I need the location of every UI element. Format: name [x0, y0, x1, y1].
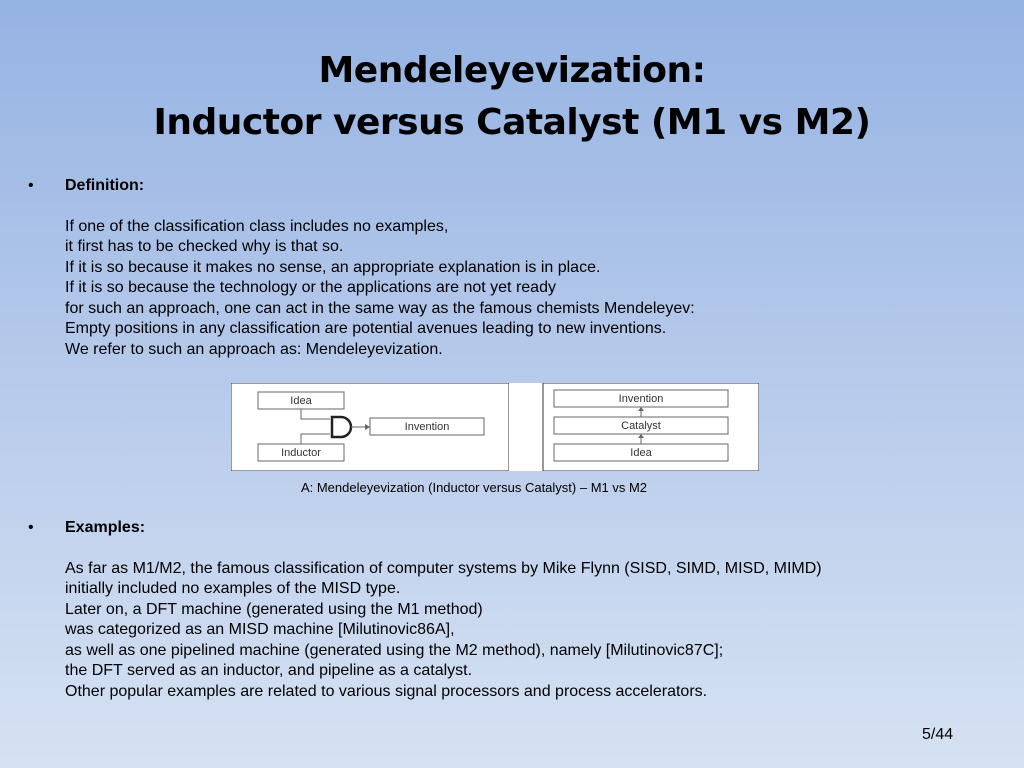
- examples-line: as well as one pipelined machine (generated using the M2 method), namely [Milutinovic87C];: [65, 641, 724, 659]
- invention-label: Invention: [404, 421, 450, 433]
- slide-title-line-2: Inductor versus Catalyst (M1 vs M2): [153, 102, 871, 143]
- examples-body: [65, 518, 822, 702]
- examples-line: the DFT served as an inductor, and pipeline as a catalyst.: [65, 662, 473, 679]
- definition-line: Empty positions in any classification are potential avenues leading to new inventions.: [65, 320, 667, 337]
- catalyst-diagram: [543, 383, 759, 471]
- definition-line: If it is so because it makes no sense, an appropriate explanation is in place.: [65, 258, 601, 276]
- m1-vs-m2-figure: [231, 383, 759, 471]
- definition-line: If one of the classification class includes no examples,: [65, 217, 449, 235]
- slide-title-line-1: Mendeleyevization:: [318, 50, 706, 91]
- examples-heading: Examples:: [65, 519, 146, 536]
- page-number: 5/44: [922, 726, 954, 743]
- idea-label: Idea: [290, 395, 312, 407]
- definition-line: it first has to be checked why is that so.: [65, 238, 344, 255]
- slide-title: [0, 45, 1024, 149]
- definition-line: If it is so because the technology or the applications are not yet ready: [65, 279, 556, 296]
- idea-label-right: Idea: [630, 447, 652, 459]
- examples-line: Other popular examples are related to various signal processors and process accelerators.: [65, 682, 708, 700]
- definition-body: [65, 176, 695, 360]
- bullet-marker: •: [28, 519, 34, 536]
- definition-line: for such an approach, one can act in the same way as the famous chemists Mendeleyev:: [65, 299, 695, 317]
- definition-paragraph: [65, 217, 695, 361]
- and-gate-icon: [332, 417, 351, 437]
- examples-line: initially included no examples of the MISD type.: [65, 580, 401, 597]
- figure-caption-text: A: Mendeleyevization (Inductor versus Catalyst) – M1 vs M2: [300, 480, 648, 495]
- examples-line: As far as M1/M2, the famous classification of computer systems by Mike Flynn (SISD, SIMD, MISD, MIMD): [65, 559, 822, 577]
- inductor-label: Inductor: [281, 447, 321, 459]
- examples-line: Later on, a DFT machine (generated using the M1 method): [65, 600, 483, 618]
- definition-heading: Definition:: [65, 177, 145, 194]
- definition-line: We refer to such an approach as: Mendeleyevization.: [65, 340, 443, 358]
- inductor-diagram: [231, 383, 509, 471]
- examples-line: was categorized as an MISD machine [Milutinovic86A],: [65, 621, 455, 638]
- examples-paragraph: [65, 559, 822, 703]
- invention-label-right: Invention: [618, 393, 664, 405]
- catalyst-label: Catalyst: [621, 420, 661, 432]
- figure-caption: [0, 480, 1024, 495]
- bullet-marker: •: [28, 177, 34, 194]
